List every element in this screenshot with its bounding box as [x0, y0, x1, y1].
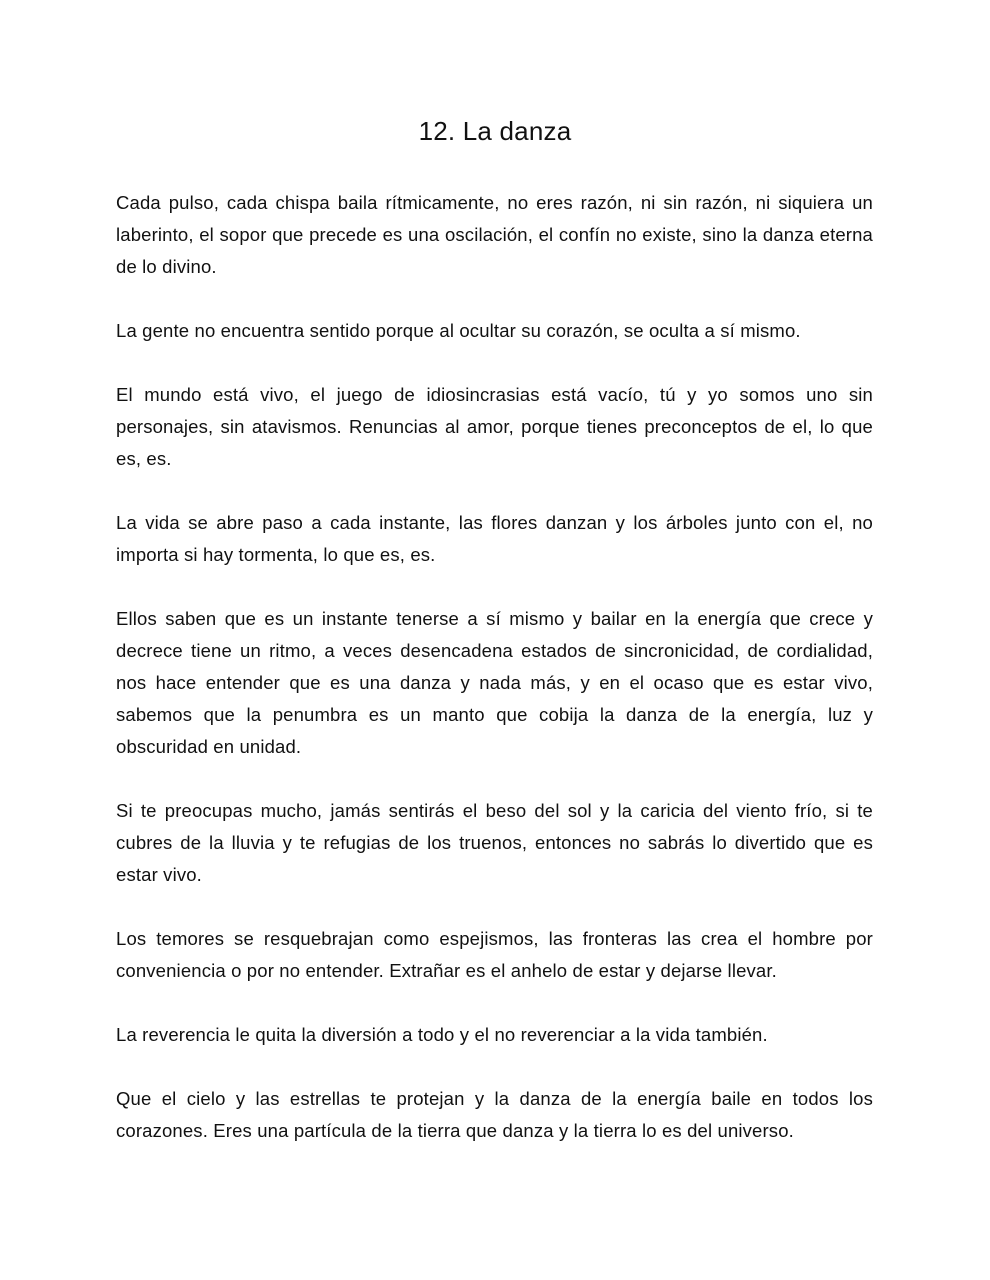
paragraph-1: Cada pulso, cada chispa baila rítmicamente, no eres razón, ni sin razón, ni siquiera un laberinto, el sopor que precede es una oscilación, el confín no existe, sino la danza eterna de lo divino.	[116, 192, 873, 277]
paragraph-3: El mundo está vivo, el juego de idiosincrasias está vacío, tú y yo somos uno sin personajes, sin atavismos. Renuncias al amor, porque tienes preconceptos de el, lo que es, es.	[116, 384, 873, 469]
paragraph-8: La reverencia le quita la diversión a todo y el no reverenciar a la vida también.	[116, 1024, 768, 1045]
paragraph-4: La vida se abre paso a cada instante, las flores danzan y los árboles junto con el, no importa si hay tormenta, lo que es, es.	[116, 512, 873, 565]
paragraph-7: Los temores se resquebrajan como espejismos, las fronteras las crea el hombre por conveniencia o por no entender. Extrañar es el anhelo de estar y dejarse llevar.	[116, 928, 873, 981]
paragraph-6: Si te preocupas mucho, jamás sentirás el beso del sol y la caricia del viento frío, si te cubres de la lluvia y te refugias de los truenos, entonces no sabrás lo divertido que es estar vivo.	[116, 800, 873, 885]
body-text	[116, 187, 873, 1179]
paragraph-5: Ellos saben que es un instante tenerse a sí mismo y bailar en la energía que crece y decrece tiene un ritmo, a veces desencadena estados de sincronicidad, de cordialidad, nos hace entender que es una danza y nada más, y en el ocaso que es estar vivo, sabemos que la penumbra es un manto que cobija la danza de la energía, luz y obscuridad en unidad.	[116, 608, 873, 757]
paragraph-2: La gente no encuentra sentido porque al ocultar su corazón, se oculta a sí mismo.	[116, 320, 801, 341]
paragraph-9: Que el cielo y las estrellas te protejan y la danza de la energía baile en todos los corazones. Eres una partícula de la tierra que danza y la tierra lo es del universo.	[116, 1088, 873, 1141]
page-title: 12. La danza	[418, 116, 572, 146]
